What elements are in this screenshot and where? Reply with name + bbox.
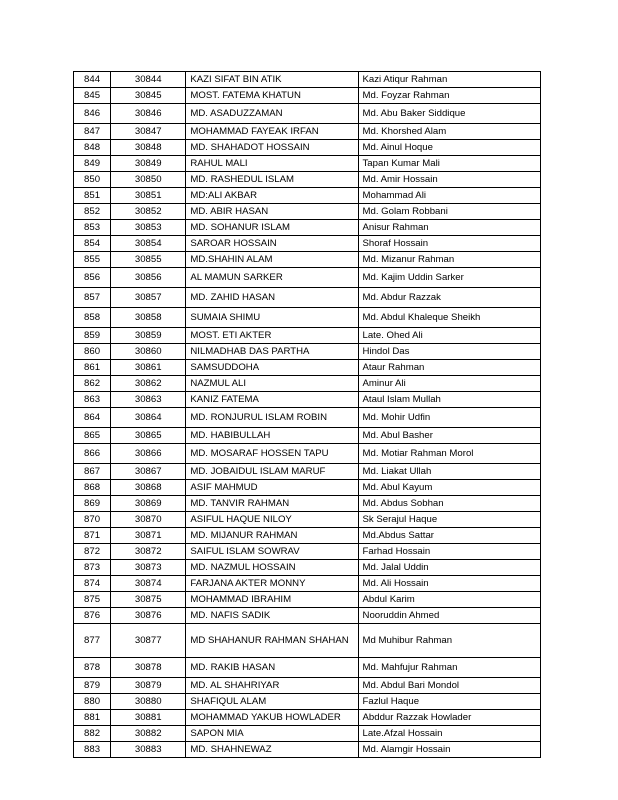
roll-cell: 30851 <box>111 188 186 204</box>
serial-cell: 865 <box>74 428 111 444</box>
roll-cell: 30857 <box>111 288 186 308</box>
father-name-cell: Abddur Razzak Howlader <box>358 710 540 726</box>
father-name-cell: Fazlul Haque <box>358 694 540 710</box>
table-row <box>74 104 541 124</box>
serial-cell: 883 <box>74 742 111 758</box>
table-row <box>74 544 541 560</box>
table-row <box>74 88 541 104</box>
table-row <box>74 624 541 658</box>
table-row <box>74 236 541 252</box>
father-name-cell: Kazi Atiqur Rahman <box>358 72 540 88</box>
name-cell: MD.SHAHIN ALAM <box>186 252 358 268</box>
father-name-cell: Md. Abdul Bari Mondol <box>358 678 540 694</box>
serial-cell: 850 <box>74 172 111 188</box>
name-cell: MD:ALI AKBAR <box>186 188 358 204</box>
father-name-cell: Nooruddin Ahmed <box>358 608 540 624</box>
serial-cell: 848 <box>74 140 111 156</box>
name-cell: KAZI SIFAT BIN ATIK <box>186 72 358 88</box>
table-row <box>74 360 541 376</box>
roll-cell: 30873 <box>111 560 186 576</box>
name-cell: SAMSUDDOHA <box>186 360 358 376</box>
table-row <box>74 726 541 742</box>
roll-cell: 30853 <box>111 220 186 236</box>
roll-cell: 30848 <box>111 140 186 156</box>
serial-cell: 858 <box>74 308 111 328</box>
roll-cell: 30847 <box>111 124 186 140</box>
table-row <box>74 658 541 678</box>
table-row <box>74 528 541 544</box>
table-row <box>74 392 541 408</box>
father-name-cell: Md. Abdul Khaleque Sheikh <box>358 308 540 328</box>
father-name-cell: Aminur Ali <box>358 376 540 392</box>
father-name-cell: Abdul Karim <box>358 592 540 608</box>
name-cell: MD. JOBAIDUL ISLAM MARUF <box>186 464 358 480</box>
roll-cell: 30866 <box>111 444 186 464</box>
name-cell: MD. SOHANUR ISLAM <box>186 220 358 236</box>
father-name-cell: Md. Liakat Ullah <box>358 464 540 480</box>
serial-cell: 871 <box>74 528 111 544</box>
table-row <box>74 140 541 156</box>
name-cell: MOST. ETI AKTER <box>186 328 358 344</box>
roll-cell: 30844 <box>111 72 186 88</box>
name-cell: MD. ABIR HASAN <box>186 204 358 220</box>
roll-cell: 30864 <box>111 408 186 428</box>
serial-cell: 879 <box>74 678 111 694</box>
name-cell: MD. NAFIS SADIK <box>186 608 358 624</box>
name-cell: MD. RAKIB HASAN <box>186 658 358 678</box>
name-cell: FARJANA AKTER MONNY <box>186 576 358 592</box>
roll-cell: 30871 <box>111 528 186 544</box>
name-cell: MD. SHAHADOT HOSSAIN <box>186 140 358 156</box>
name-cell: MD. MIJANUR RAHMAN <box>186 528 358 544</box>
serial-cell: 846 <box>74 104 111 124</box>
table-row <box>74 172 541 188</box>
roll-cell: 30846 <box>111 104 186 124</box>
name-cell: MD. ZAHID HASAN <box>186 288 358 308</box>
table-row <box>74 560 541 576</box>
name-cell: RAHUL MALI <box>186 156 358 172</box>
roll-cell: 30874 <box>111 576 186 592</box>
name-cell: MD. HABIBULLAH <box>186 428 358 444</box>
father-name-cell: Md. Abdus Sobhan <box>358 496 540 512</box>
serial-cell: 855 <box>74 252 111 268</box>
father-name-cell: Md. Abul Basher <box>358 428 540 444</box>
name-cell: KANIZ FATEMA <box>186 392 358 408</box>
roll-cell: 30876 <box>111 608 186 624</box>
name-cell: MD. RONJURUL ISLAM ROBIN <box>186 408 358 428</box>
name-cell: SAPON MIA <box>186 726 358 742</box>
father-name-cell: Late.Afzal Hossain <box>358 726 540 742</box>
table-row <box>74 496 541 512</box>
table-row <box>74 328 541 344</box>
roll-cell: 30859 <box>111 328 186 344</box>
serial-cell: 853 <box>74 220 111 236</box>
name-cell: SAROAR HOSSAIN <box>186 236 358 252</box>
name-cell: MOST. FATEMA KHATUN <box>186 88 358 104</box>
serial-cell: 866 <box>74 444 111 464</box>
roll-cell: 30870 <box>111 512 186 528</box>
name-cell: MD. AL SHAHRIYAR <box>186 678 358 694</box>
father-name-cell: Md. Alamgir Hossain <box>358 742 540 758</box>
father-name-cell: Md. Ainul Hoque <box>358 140 540 156</box>
table-row <box>74 344 541 360</box>
table-row <box>74 608 541 624</box>
father-name-cell: Late. Ohed Ali <box>358 328 540 344</box>
serial-cell: 882 <box>74 726 111 742</box>
roll-cell: 30852 <box>111 204 186 220</box>
serial-cell: 869 <box>74 496 111 512</box>
serial-cell: 873 <box>74 560 111 576</box>
roll-cell: 30869 <box>111 496 186 512</box>
serial-cell: 880 <box>74 694 111 710</box>
serial-cell: 844 <box>74 72 111 88</box>
name-cell: SAIFUL ISLAM SOWRAV <box>186 544 358 560</box>
name-cell: MOHAMMAD IBRAHIM <box>186 592 358 608</box>
roll-cell: 30875 <box>111 592 186 608</box>
serial-cell: 872 <box>74 544 111 560</box>
serial-cell: 877 <box>74 624 111 658</box>
roll-cell: 30881 <box>111 710 186 726</box>
roll-cell: 30860 <box>111 344 186 360</box>
father-name-cell: Md. Motiar Rahman Morol <box>358 444 540 464</box>
table-row <box>74 220 541 236</box>
name-cell: MD. SHAHNEWAZ <box>186 742 358 758</box>
name-cell: MD. MOSARAF HOSSEN TAPU <box>186 444 358 464</box>
serial-cell: 857 <box>74 288 111 308</box>
table-row <box>74 188 541 204</box>
serial-cell: 878 <box>74 658 111 678</box>
table-row <box>74 742 541 758</box>
serial-cell: 852 <box>74 204 111 220</box>
father-name-cell: Ataur Rahman <box>358 360 540 376</box>
name-cell: MD. ASADUZZAMAN <box>186 104 358 124</box>
father-name-cell: Md. Amir Hossain <box>358 172 540 188</box>
table-row <box>74 428 541 444</box>
roll-cell: 30867 <box>111 464 186 480</box>
roll-cell: 30877 <box>111 624 186 658</box>
father-name-cell: Hindol Das <box>358 344 540 360</box>
serial-cell: 870 <box>74 512 111 528</box>
serial-cell: 868 <box>74 480 111 496</box>
serial-cell: 864 <box>74 408 111 428</box>
father-name-cell: Md. Mahfujur Rahman <box>358 658 540 678</box>
roll-cell: 30856 <box>111 268 186 288</box>
father-name-cell: Anisur Rahman <box>358 220 540 236</box>
roll-cell: 30878 <box>111 658 186 678</box>
serial-cell: 881 <box>74 710 111 726</box>
table-row <box>74 72 541 88</box>
roll-cell: 30879 <box>111 678 186 694</box>
serial-cell: 854 <box>74 236 111 252</box>
roll-cell: 30858 <box>111 308 186 328</box>
table-row <box>74 204 541 220</box>
father-name-cell: Shoraf Hossain <box>358 236 540 252</box>
father-name-cell: Md. Golam Robbani <box>358 204 540 220</box>
table-row <box>74 252 541 268</box>
name-cell: MOHAMMAD FAYEAK IRFAN <box>186 124 358 140</box>
father-name-cell: Md. Abul Kayum <box>358 480 540 496</box>
name-cell: MD. NAZMUL HOSSAIN <box>186 560 358 576</box>
roll-cell: 30868 <box>111 480 186 496</box>
name-cell: SHAFIQUL ALAM <box>186 694 358 710</box>
father-name-cell: Md. Mizanur Rahman <box>358 252 540 268</box>
roll-cell: 30861 <box>111 360 186 376</box>
serial-cell: 875 <box>74 592 111 608</box>
table-row <box>74 408 541 428</box>
table-row <box>74 694 541 710</box>
table-row <box>74 124 541 140</box>
serial-cell: 861 <box>74 360 111 376</box>
name-cell: ASIF MAHMUD <box>186 480 358 496</box>
name-cell: AL MAMUN SARKER <box>186 268 358 288</box>
father-name-cell: Md. Ali Hossain <box>358 576 540 592</box>
roll-cell: 30880 <box>111 694 186 710</box>
roll-cell: 30872 <box>111 544 186 560</box>
table-row <box>74 512 541 528</box>
roll-cell: 30850 <box>111 172 186 188</box>
serial-cell: 863 <box>74 392 111 408</box>
name-cell: NAZMUL ALI <box>186 376 358 392</box>
roster-table <box>73 71 541 758</box>
roll-cell: 30849 <box>111 156 186 172</box>
serial-cell: 876 <box>74 608 111 624</box>
table-row <box>74 308 541 328</box>
serial-cell: 860 <box>74 344 111 360</box>
name-cell: MD SHAHANUR RAHMAN SHAHAN <box>186 624 358 658</box>
roster-table-body <box>74 72 541 758</box>
serial-cell: 862 <box>74 376 111 392</box>
father-name-cell: Farhad Hossain <box>358 544 540 560</box>
father-name-cell: Md. Jalal Uddin <box>358 560 540 576</box>
table-row <box>74 288 541 308</box>
table-row <box>74 376 541 392</box>
name-cell: MD. TANVIR RAHMAN <box>186 496 358 512</box>
roll-cell: 30845 <box>111 88 186 104</box>
name-cell: SUMAIA SHIMU <box>186 308 358 328</box>
roll-cell: 30863 <box>111 392 186 408</box>
serial-cell: 874 <box>74 576 111 592</box>
name-cell: ASIFUL HAQUE NILOY <box>186 512 358 528</box>
table-row <box>74 464 541 480</box>
father-name-cell: Md. Mohir Udfin <box>358 408 540 428</box>
father-name-cell: Sk Serajul Haque <box>358 512 540 528</box>
serial-cell: 847 <box>74 124 111 140</box>
roll-cell: 30854 <box>111 236 186 252</box>
name-cell: MD. RASHEDUL ISLAM <box>186 172 358 188</box>
table-row <box>74 710 541 726</box>
roll-cell: 30855 <box>111 252 186 268</box>
name-cell: MOHAMMAD YAKUB HOWLADER <box>186 710 358 726</box>
roll-cell: 30883 <box>111 742 186 758</box>
serial-cell: 856 <box>74 268 111 288</box>
table-row <box>74 156 541 172</box>
roll-cell: 30865 <box>111 428 186 444</box>
serial-cell: 849 <box>74 156 111 172</box>
father-name-cell: Md. Foyzar Rahman <box>358 88 540 104</box>
father-name-cell: Md. Khorshed Alam <box>358 124 540 140</box>
table-row <box>74 576 541 592</box>
table-row <box>74 268 541 288</box>
roll-cell: 30882 <box>111 726 186 742</box>
serial-cell: 845 <box>74 88 111 104</box>
table-row <box>74 480 541 496</box>
father-name-cell: Md. Kajim Uddin Sarker <box>358 268 540 288</box>
table-row <box>74 678 541 694</box>
name-cell: NILMADHAB DAS PARTHA <box>186 344 358 360</box>
father-name-cell: Md. Abu Baker Siddique <box>358 104 540 124</box>
father-name-cell: Tapan Kumar Mali <box>358 156 540 172</box>
father-name-cell: Md. Abdur Razzak <box>358 288 540 308</box>
roll-cell: 30862 <box>111 376 186 392</box>
father-name-cell: Md Muhibur Rahman <box>358 624 540 658</box>
father-name-cell: Md.Abdus Sattar <box>358 528 540 544</box>
serial-cell: 851 <box>74 188 111 204</box>
father-name-cell: Mohammad Ali <box>358 188 540 204</box>
father-name-cell: Ataul Islam Mullah <box>358 392 540 408</box>
table-row <box>74 444 541 464</box>
table-row <box>74 592 541 608</box>
serial-cell: 867 <box>74 464 111 480</box>
serial-cell: 859 <box>74 328 111 344</box>
